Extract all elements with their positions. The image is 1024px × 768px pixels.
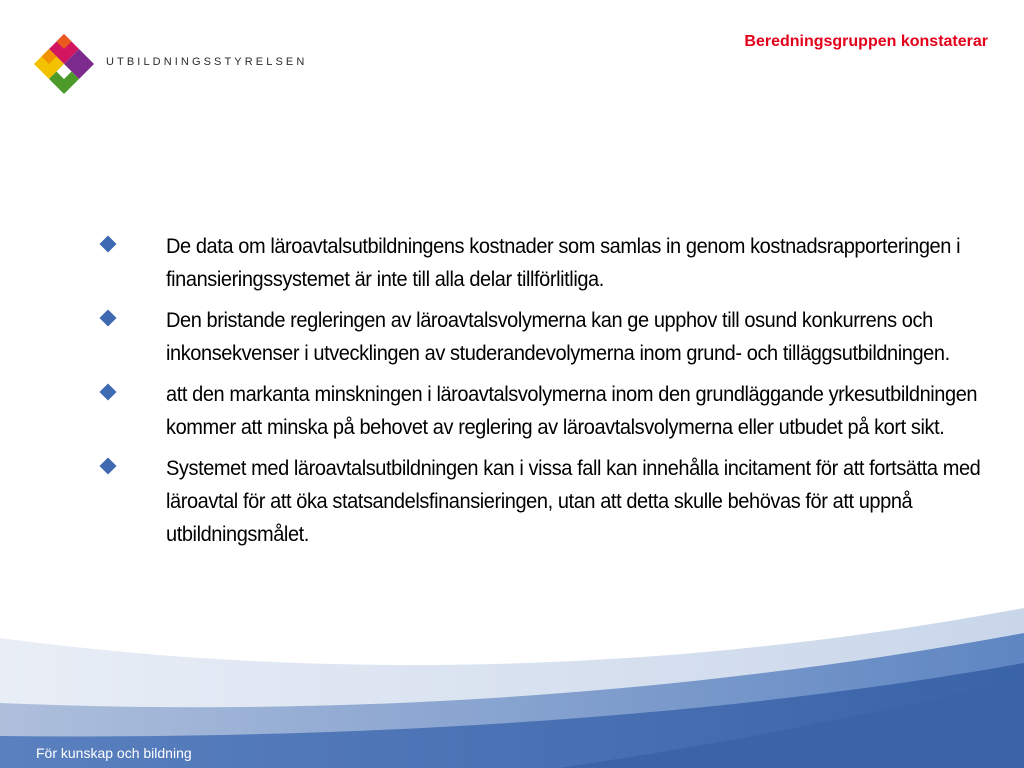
bullet-text: Den bristande regleringen av läroavtalsvolymerna kan ge upphov till osund konkurrens och inkonsekvenser i utvecklingen av studerandevolymerna inom grund- och tilläggsutbildningen. bbox=[166, 308, 950, 365]
footer-tagline: För kunskap och bildning bbox=[36, 745, 192, 761]
bullet-item bbox=[98, 452, 998, 551]
diamond-bullet-icon bbox=[100, 310, 117, 327]
bullet-list bbox=[98, 230, 998, 559]
slide-title: Beredningsgruppen konstaterar bbox=[744, 33, 988, 50]
footer-swoosh bbox=[0, 608, 1024, 768]
bullet-item bbox=[98, 304, 998, 370]
bullet-text: att den markanta minskningen i läroavtalsvolymerna inom den grundläggande yrkesutbildningen kommer att minska på behovet av reglering av läroavtalsvolymerna eller utbudet på kort sikt. bbox=[166, 382, 978, 439]
bullet-item bbox=[98, 378, 998, 444]
utbildningsstyrelsen-logo-icon bbox=[34, 34, 94, 94]
diamond-bullet-icon bbox=[100, 458, 117, 475]
diamond-bullet-icon bbox=[100, 384, 117, 401]
diamond-bullet-icon bbox=[100, 236, 117, 253]
bullet-item bbox=[98, 230, 998, 296]
logo-wordmark: UTBILDNINGSSTYRELSEN bbox=[106, 56, 308, 68]
bullet-text: Systemet med läroavtalsutbildningen kan i vissa fall kan innehålla incitament för att fortsätta med läroavtal för att öka statsandelsfinansieringen, utan att detta skulle behövas för att uppnå utbildningsmålet. bbox=[166, 456, 981, 546]
bullet-text: De data om läroavtalsutbildningens kostnader som samlas in genom kostnadsrapporteringen i finansieringssystemet är inte till alla delar tillförlitliga. bbox=[166, 234, 961, 291]
